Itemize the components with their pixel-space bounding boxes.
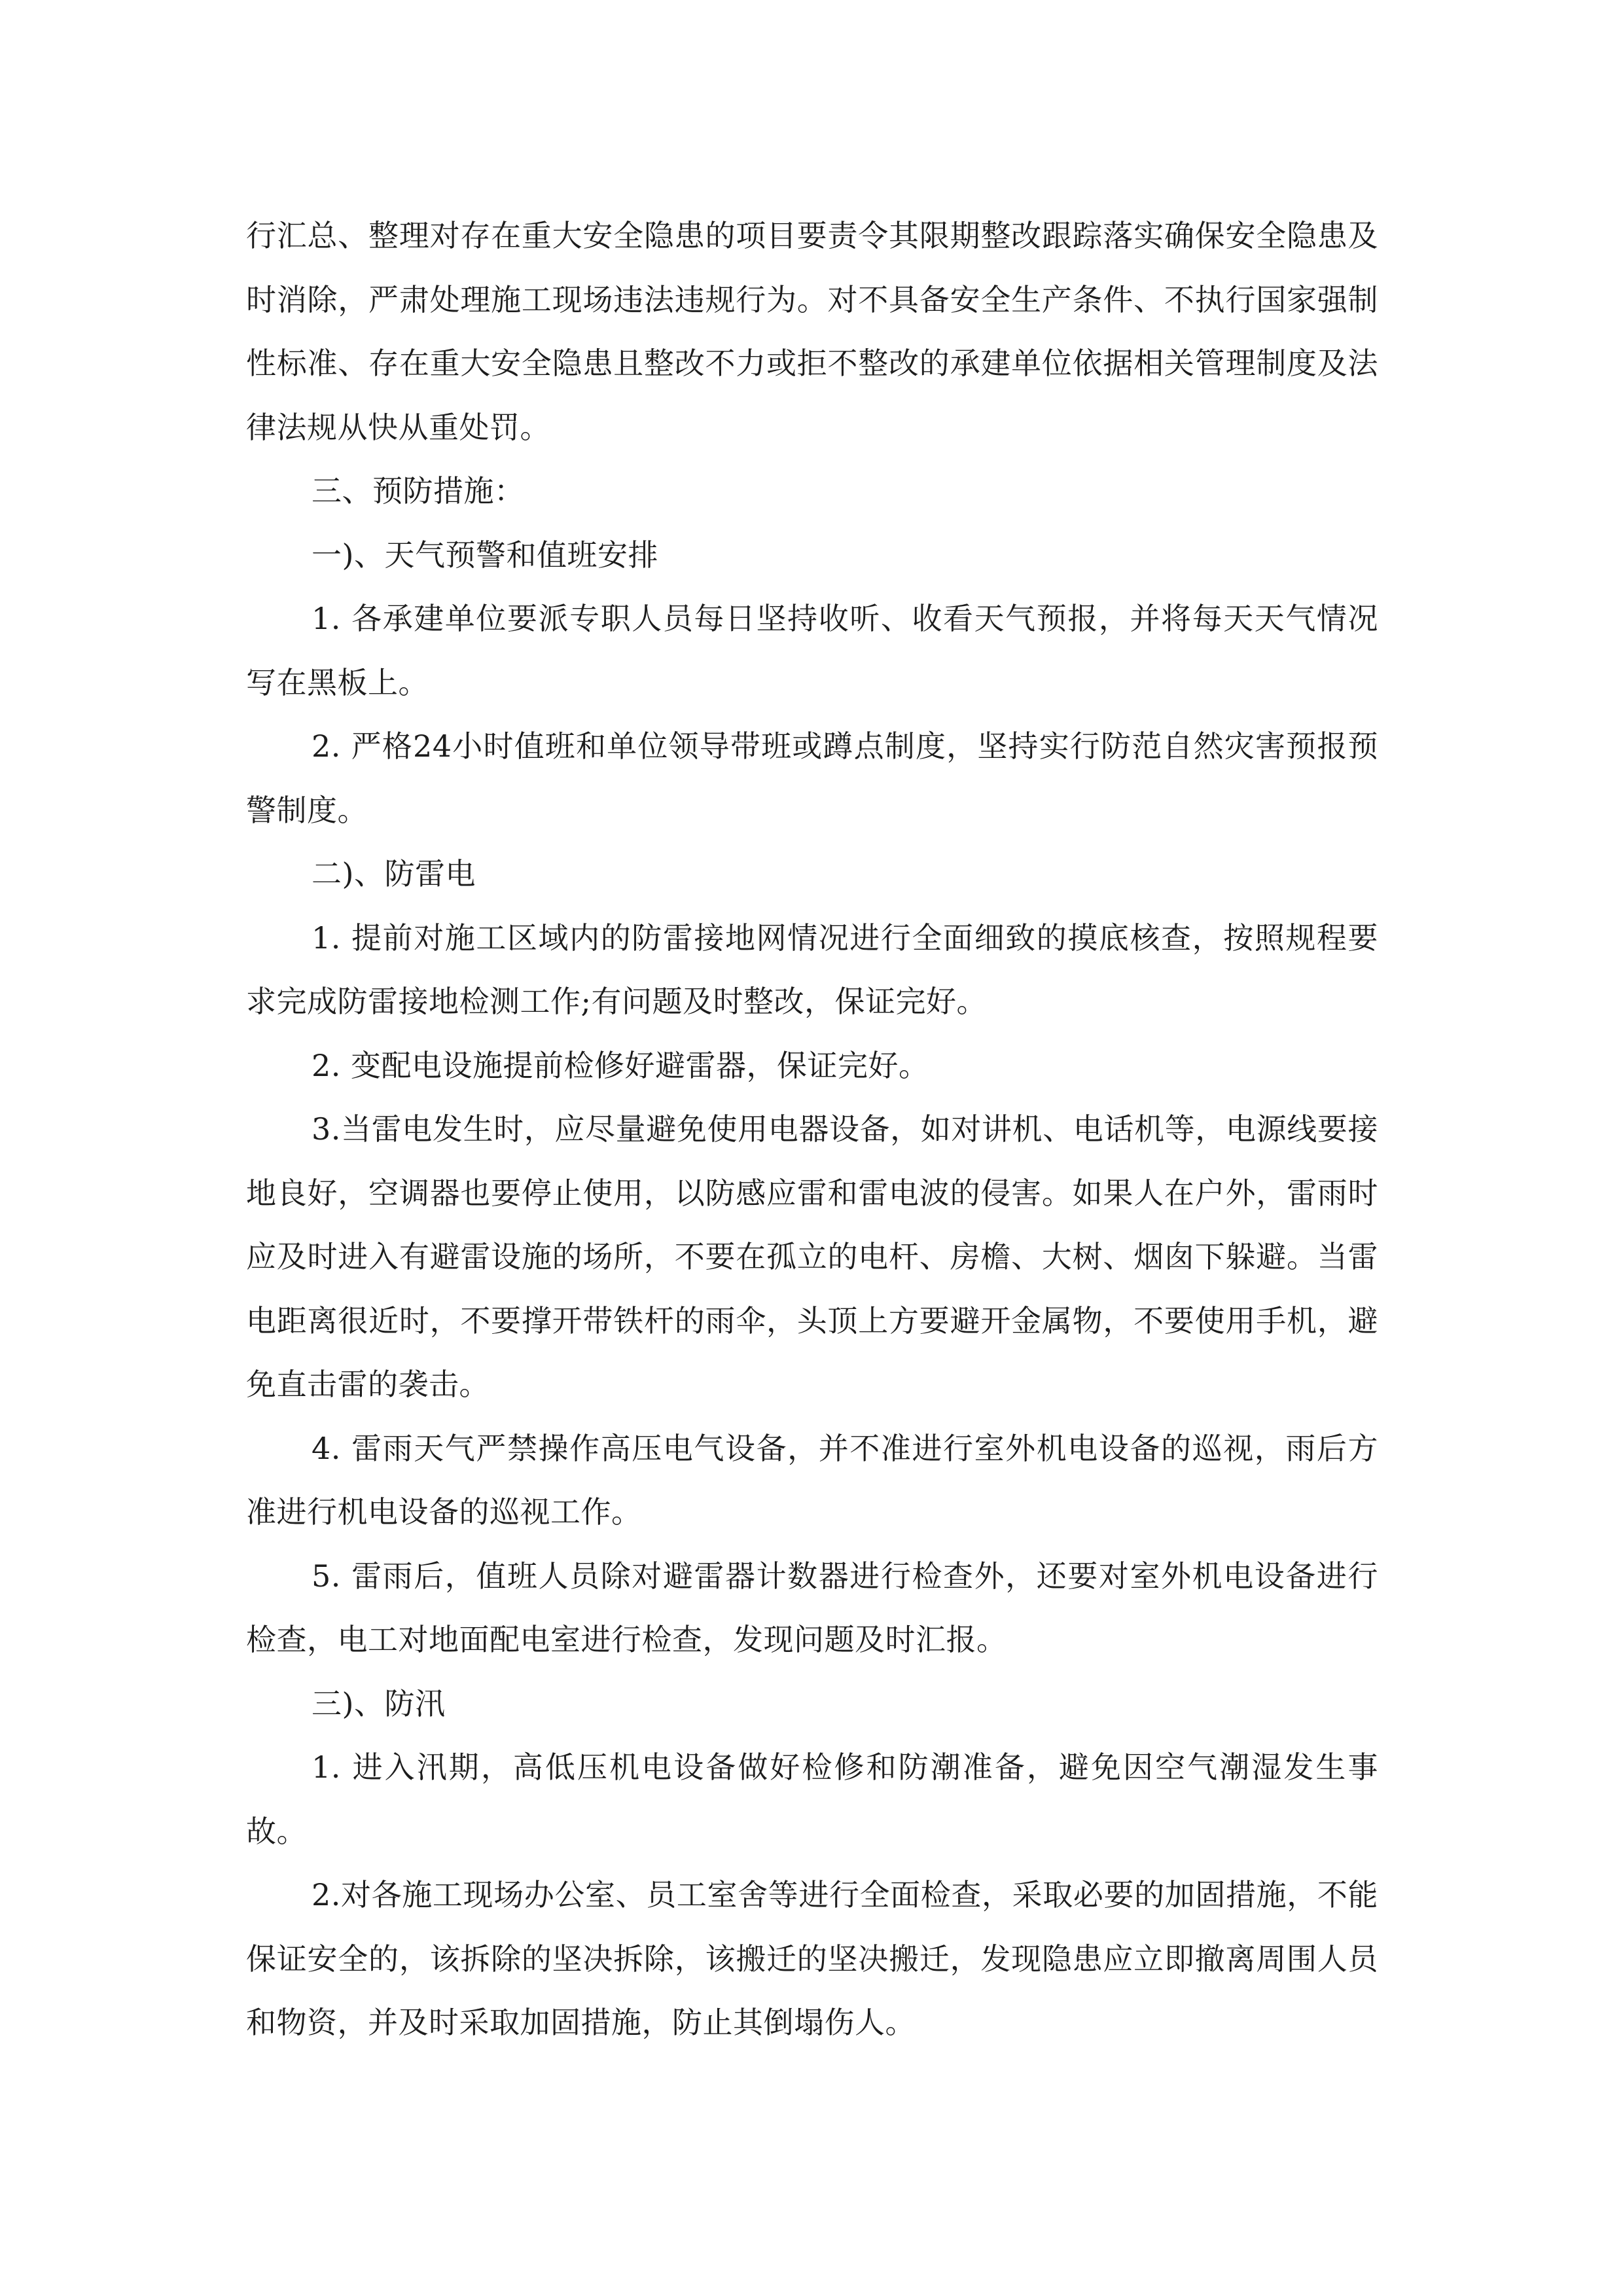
list-item-lightning-3: 3.当雷电发生时，应尽量避免使用电器设备，如对讲机、电话机等，电源线要接地良好，空调器也要停止使用，以防感应雷和雷电波的侵害。如果人在户外，雷雨时应及时进入有避雷设施的场所，不要在孤立的电杆、房檐、大树、烟囱下躲避。当雷电距离很近时，不要撑开带铁杆的雨伞，头顶上方要避开金属物，不要使用手机，避免直击雷的袭击。 [246,1111,1378,1402]
paragraph-continuation: 行汇总、整理对存在重大安全隐患的项目要责令其限期整改跟踪落实确保安全隐患及时消除，严肃处理施工现场违法违规行为。对不具备安全生产条件、不执行国家强制性标准、存在重大安全隐患且整改不力或拒不整改的承建单位依据相关管理制度及法律法规从快从重处罚。 [246,218,1378,445]
list-item-weather-1: 1. 各承建单位要派专职人员每日坚持收听、收看天气预报，并将每天天气情况写在黑板上。 [246,601,1378,700]
list-item-lightning-1: 1. 提前对施工区域内的防雷接地网情况进行全面细致的摸底核查，按照规程要求完成防雷接地检测工作;有问题及时整改，保证完好。 [246,920,1378,1019]
list-item-weather-2: 2. 严格24小时值班和单位领导带班或蹲点制度，坚持实行防范自然灾害预报预警制度。 [246,728,1378,828]
list-item-flood-1: 1. 进入汛期，高低压机电设备做好检修和防潮准备，避免因空气潮湿发生事故。 [246,1749,1378,1849]
list-item-lightning-2: 2. 变配电设施提前检修好避雷器，保证完好。 [312,1047,929,1083]
list-item-flood-2: 2.对各施工现场办公室、员工室舍等进行全面检查，采取必要的加固措施，不能保证安全的，该拆除的坚决拆除，该搬迁的坚决搬迁，发现隐患应立即撤离周围人员和物资，并及时采取加固措施，防止其倒塌伤人。 [246,1877,1378,2040]
subheading-weather-warning: 一)、天气预警和值班安排 [312,537,658,573]
section-heading-prevention: 三、预防措施： [312,473,525,509]
list-item-lightning-5: 5. 雷雨后，值班人员除对避雷器计数器进行检查外，还要对室外机电设备进行检查，电工对地面配电室进行检查，发现问题及时汇报。 [246,1558,1378,1657]
list-item-lightning-4: 4. 雷雨天气严禁操作高压电气设备，并不准进行室外机电设备的巡视，雨后方准进行机电设备的巡视工作。 [246,1430,1378,1530]
subheading-flood: 三)、防汛 [312,1685,446,1721]
subheading-lightning: 二)、防雷电 [312,856,476,891]
document-body [246,204,1378,2055]
